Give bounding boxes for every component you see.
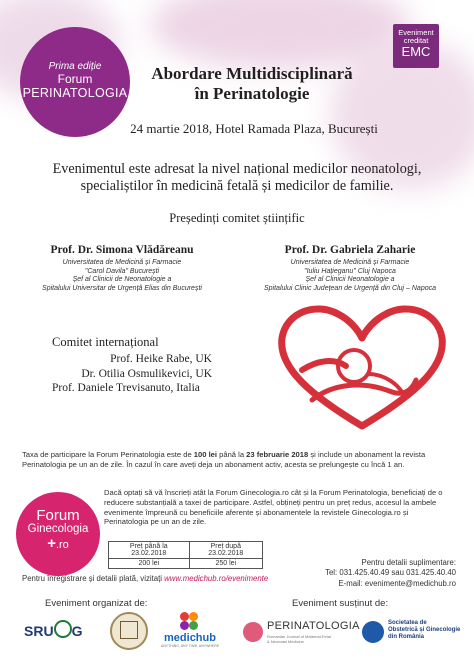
international-member-3: Prof. Daniele Trevisanuto, Italia [52,382,200,394]
contact-email[interactable]: E-mail: evenimente@medichub.ro [338,578,456,588]
srumg-logo-text: SRU [24,623,54,639]
plus-icon: + [47,535,56,552]
event-date-location: 24 martie 2018, Hotel Ramada Plaza, București [130,121,378,136]
contact-block [296,558,456,589]
aff-left-2: "Carol Davila" București [84,267,160,275]
aff-right-3: Șef al Clinicii Neonatologie a [305,276,395,284]
gin-badge-ginecologia: Ginecologia [27,523,89,535]
registration-link[interactable]: www.medichub.ro/evenimente [164,574,269,583]
srumg-logo [24,620,88,642]
presidents-heading: Președinți comitet științific [169,211,305,225]
medichub-flower-icon [160,612,220,632]
perinatologia-heart-icon [243,622,263,642]
price-header-after: Preț după 23.02.2018 [189,542,262,559]
participation-fee-text [22,450,454,470]
fee-deadline: 23 februarie 2018 [246,450,309,459]
emc-line3: EMC [401,44,431,59]
perinatologia-sub2: & Neonatal Medicine [267,639,304,644]
president-right-affiliation [240,259,460,293]
international-member-1: Prof. Heike Rabe, UK [110,353,212,365]
badge-perinatologia: PERINATOLOGIA [22,86,128,100]
forum-perinatologia-badge [20,27,130,137]
registration-text: Pentru înregistrare și detalii plată, vizitați [22,574,165,583]
fee-text-part3: și include un abonament la revista Perinatologia pe un an de zile. În cazul în care aveți deja un abonament activ, acesta se prelungește cu încă 1 an. [22,450,426,469]
gin-badge-forum: Forum [36,507,80,524]
contact-phone[interactable]: Tel: 031.425.40.49 sau 031.425.40.40 [325,568,456,578]
international-member-2: Dr. Otilia Osmulikevici, UK [81,367,212,380]
contact-heading: Pentru detalii suplimentare: [361,558,456,567]
perinatologia-logo-sub [267,634,331,644]
sogr-emblem-icon [362,621,384,643]
president-left-name: Prof. Dr. Simona Vlădăreanu [50,244,194,256]
aff-right-4: Spitalului Clinic Județean de Urgență din Cluj – Napoca [264,284,436,292]
president-left-affiliation [12,259,232,293]
supported-by-heading: Eveniment susținut de: [292,598,389,609]
page-title-line1: Abordare Multidisciplinară [151,64,353,83]
sogr-line1: Societatea de [388,620,427,626]
perinatologia-logo-text: PERINATOLOGIA [267,620,360,632]
university-seal-logo [110,612,148,650]
aff-left-1: Universitatea de Medicină și Farmacie [62,259,182,266]
registration-line [22,574,268,583]
medichub-logo-text: medichub [164,632,216,644]
intro-line2: specialiștilor în medicină fetală și medicilor de familie. [80,178,394,194]
combo-offer-text: Dacă optați să vă înscrieți atât la Forum Ginecologia.ro cât și la Forum Perinatologia, beneficiați de o reducere substanțială a taxei de participare. Astfel, obțineți pentru un preț redus, accesul la ambele evenimente împreună cu beneficiile aferente și abonamentele la revistele Ginecologia.ro și Perinatologia pe un an de zile. [104,488,443,527]
aff-left-4: Spitalului Universitar de Urgență Elias din București [42,284,202,292]
emc-line1: Eveniment [398,28,434,37]
aff-left-3: Șef al Clinicii de Neonatologie a [72,276,172,284]
sogr-line3: din România [388,634,425,640]
gin-badge-ro [16,536,100,553]
president-right-name: Prof. Dr. Gabriela Zaharie [284,244,416,256]
fee-amount: 100 lei [193,450,218,459]
sogr-line2: Obstetrică și Ginecologie [388,627,461,633]
badge-edition: Prima ediție [48,61,102,72]
perinatologia-sub1: Romanian Journal of Maternal-Fetal [267,634,331,639]
medichub-tagline: ANYTHING, ANY TIME, ANYWHERE [160,644,220,648]
srumg-logo-g: G [71,623,83,639]
price-table [108,541,263,569]
emc-line2: creditat [403,36,429,45]
perinatologia-logo [243,618,360,650]
organized-by-heading: Eveniment organizat de: [45,598,148,609]
price-header-before: Preț până la 23.02.2018 [109,542,190,559]
heart-mother-baby-illustration [272,300,452,430]
seal-building-icon [120,621,138,639]
fee-text-part1: Taxa de participare la Forum Perinatologia este de [22,450,194,459]
international-heading: Comitet internațional [52,335,159,349]
fee-text-part2: până la [217,450,247,459]
page-title-line2: în Perinatologie [194,84,310,103]
srumg-circle-icon [54,620,72,638]
price-value-after: 250 lei [189,559,262,569]
sogr-logo [362,618,462,650]
badge-forum: Forum [57,72,93,86]
price-value-before: 200 lei [109,559,190,569]
gin-badge-ro-text: .ro [55,539,69,551]
aff-right-2: "Iuliu Hațieganu" Cluj Napoca [304,267,396,275]
forum-ginecologia-badge [16,492,100,576]
intro-line1: Evenimentul este adresat la nivel național medicilor neonatologi, [52,161,422,177]
aff-right-1: Universitatea de Medicină și Farmacie [290,259,410,266]
medichub-logo [160,612,220,652]
emc-badge [393,24,439,68]
sogr-logo-text [388,620,460,641]
